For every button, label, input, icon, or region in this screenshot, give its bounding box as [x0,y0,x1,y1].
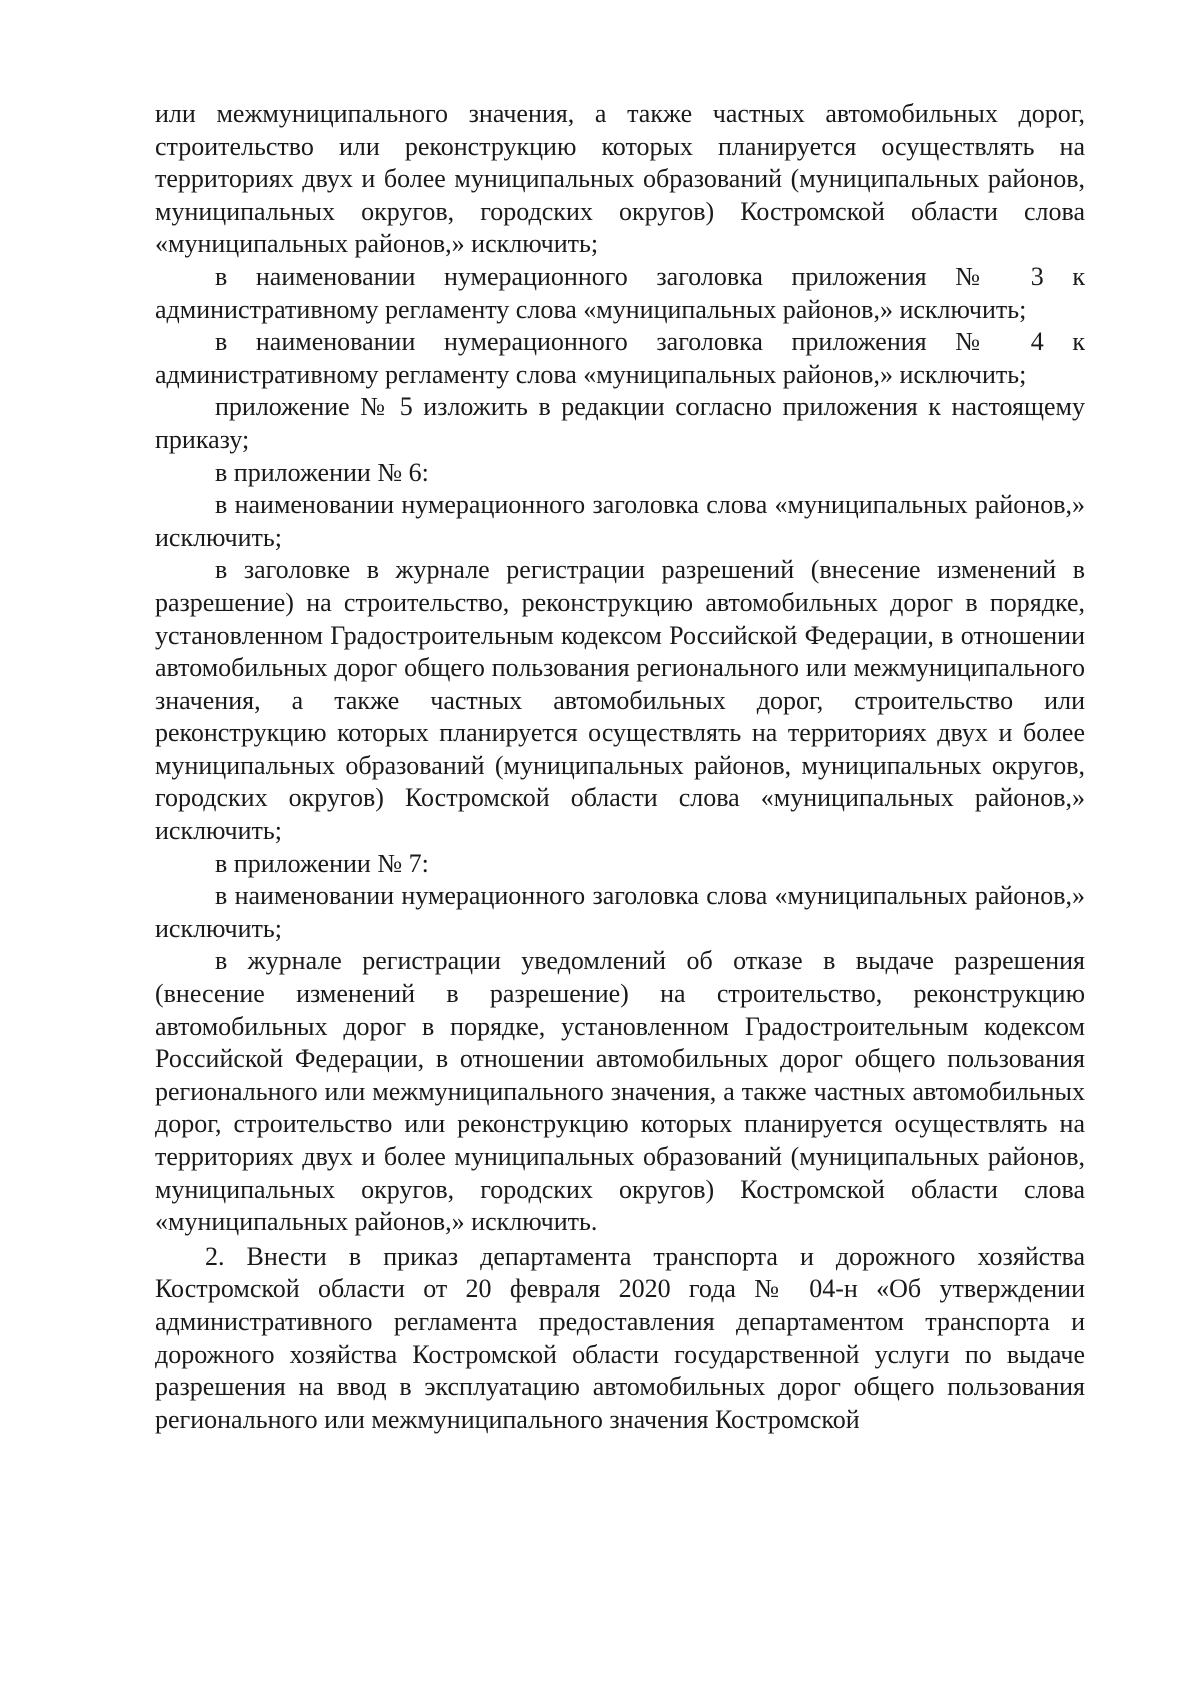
paragraph-appendix-7-title: в наименовании нумерационного заголовка слова «муниципальных районов,» исключить; [155,881,1085,943]
paragraph-appendix-6-heading: в приложении № 6: [215,457,429,487]
paragraph-appendix-7-heading: в приложении № 7: [215,848,429,878]
paragraph-item-2: 2. Внести в приказ департамента транспорта и дорожного хозяйства Костромской области от 20 февраля 2020 года № 04-н «Об утверждении административного регламента предоставления департаментом транспорта и дорожного хозяйства Костромской области государственной услуги по выдаче разрешения на ввод в эксплуатацию автомобильных дорог общего пользования регионального или межмуниципального значения Костромской [155,1241,1085,1434]
paragraph-appendix-6-journal: в заголовке в журнале регистрации разрешений (внесение изменений в разрешение) на строительство, реконструкцию автомобильных дорог в порядке, установленном Градостроительным кодексом Российской Федерации, в отношении автомобильных дорог общего пользования регионального или межмуниципального значения, а также частных автомобильных дорог, строительство или реконструкцию которых планируется осуществлять на территориях двух и более муниципальных образований (муниципальных районов, муниципальных округов, городских округов) Костромской области слова «муниципальных районов,» исключить; [155,555,1085,846]
paragraph-appendix-5: приложение № 5 изложить в редакции согласно приложения к настоящему приказу; [155,392,1085,454]
paragraph-continuation: или межмуниципального значения, а также частных автомобильных дорог, строительство или реконструкцию которых планируется осуществлять на территориях двух и более муниципальных образований (муниципальных районов, муниципальных округов, городских округов) Костромской области слова «муниципальных районов,» исключить; [155,99,1085,259]
paragraph-appendix-7-journal: в журнале регистрации уведомлений об отказе в выдаче разрешения (внесение изменений в разрешение) на строительство, реконструкцию автомобильных дорог в порядке, установленном Градостроительным кодексом Российской Федерации, в отношении автомобильных дорог общего пользования регионального или межмуниципального значения, а также частных автомобильных дорог, строительство или реконструкцию которых планируется осуществлять на территориях двух и более муниципальных образований (муниципальных районов, муниципальных округов, городских округов) Костромской области слова «муниципальных районов,» исключить. [155,946,1085,1237]
document-body [155,98,1085,1436]
paragraph-appendix-3: в наименовании нумерационного заголовка приложения № 3 к административному регламенту слова «муниципальных районов,» исключить; [155,261,1085,324]
paragraph-appendix-4: в наименовании нумерационного заголовка приложения № 4 к административному регламенту слова «муниципальных районов,» исключить; [155,327,1085,389]
paragraph-appendix-6-title: в наименовании нумерационного заголовка слова «муниципальных районов,» исключить; [155,490,1085,552]
